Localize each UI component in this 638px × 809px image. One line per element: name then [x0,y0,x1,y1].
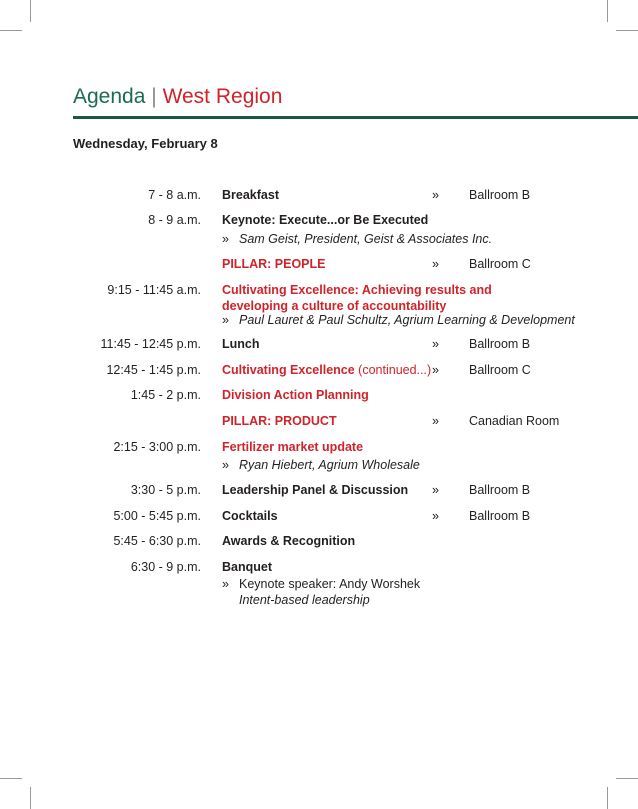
crop-mark [30,787,31,809]
speaker-name: Sam Geist, President, Geist & Associates Inc. [239,232,493,246]
agenda-event: Leadership Panel & Discussion [222,483,409,497]
agenda-time: 1:45 - 2 p.m. [130,388,201,402]
arrow-icon: » [432,414,439,428]
title-separator: | [151,85,157,108]
title-region: West Region [162,85,283,108]
speaker-name: Keynote speaker: Andy Worshek [239,577,421,591]
crop-mark [30,0,31,22]
agenda-time: 7 - 8 a.m. [148,188,201,202]
agenda-event: Keynote: Execute...or Be Executed [222,213,429,227]
agenda-date: Wednesday, February 8 [73,136,218,151]
agenda-time: 6:30 - 9 p.m. [130,560,201,574]
crop-mark [616,30,638,31]
crop-mark [0,30,22,31]
speaker-name: Paul Lauret & Paul Schultz, Agrium Learning & Development [239,313,575,327]
crop-mark [607,787,608,809]
agenda-location: Ballroom B [469,483,531,497]
agenda-event: Cultivating Excellence: Achieving results and developing a culture of accountability [222,283,492,313]
arrow-icon: » [432,483,439,497]
agenda-event: Cocktails [222,509,278,523]
title-rule [73,116,638,119]
agenda-location: Canadian Room [469,414,560,428]
agenda-location: Ballroom B [469,188,531,202]
agenda-detail [222,576,420,592]
agenda-time: 9:15 - 11:45 a.m. [107,283,201,297]
agenda-event: Banquet [222,560,272,574]
page-title [73,84,282,110]
crop-mark [607,0,608,22]
keynote-topic: Intent-based leadership [239,593,370,607]
arrow-icon: » [432,509,439,523]
agenda-time: 3:30 - 5 p.m. [130,483,201,497]
crop-mark [0,778,22,779]
arrow-icon: » [432,257,439,271]
crop-mark [616,778,638,779]
agenda-time: 5:45 - 6:30 p.m. [113,534,201,548]
pillar-heading: PILLAR: PRODUCT [222,414,337,428]
agenda-time: 11:45 - 12:45 p.m. [100,337,201,351]
agenda-time: 8 - 9 a.m. [148,213,201,227]
agenda-time: 5:00 - 5:45 p.m. [113,509,201,523]
agenda-detail [222,231,492,247]
agenda-location: Ballroom B [469,509,531,523]
agenda-time: 12:45 - 1:45 p.m. [106,363,201,377]
pillar-heading: PILLAR: PEOPLE [222,257,326,271]
arrow-icon: » [432,363,439,377]
agenda-location: Ballroom C [469,257,531,271]
speaker-name: Ryan Hiebert, Agrium Wholesale [239,458,420,472]
title-main: Agenda [73,85,146,108]
agenda-location: Ballroom B [469,337,531,351]
agenda-event: Fertilizer market update [222,440,364,454]
agenda-event: Breakfast [222,188,279,202]
arrow-icon: » [222,458,229,472]
event-suffix: (continued...) [358,363,432,377]
arrow-icon: » [432,337,439,351]
agenda-event: Lunch [222,337,260,351]
arrow-icon: » [222,577,229,591]
arrow-icon: » [432,188,439,202]
arrow-icon: » [222,232,229,246]
arrow-icon: » [222,313,229,327]
agenda-detail [222,312,575,328]
agenda-detail [222,457,420,473]
event-title: Cultivating Excellence [222,363,355,377]
agenda-event: Awards & Recognition [222,534,356,548]
agenda-time: 2:15 - 3:00 p.m. [113,440,201,454]
agenda-event: Division Action Planning [222,388,369,402]
agenda-location: Ballroom C [469,363,531,377]
